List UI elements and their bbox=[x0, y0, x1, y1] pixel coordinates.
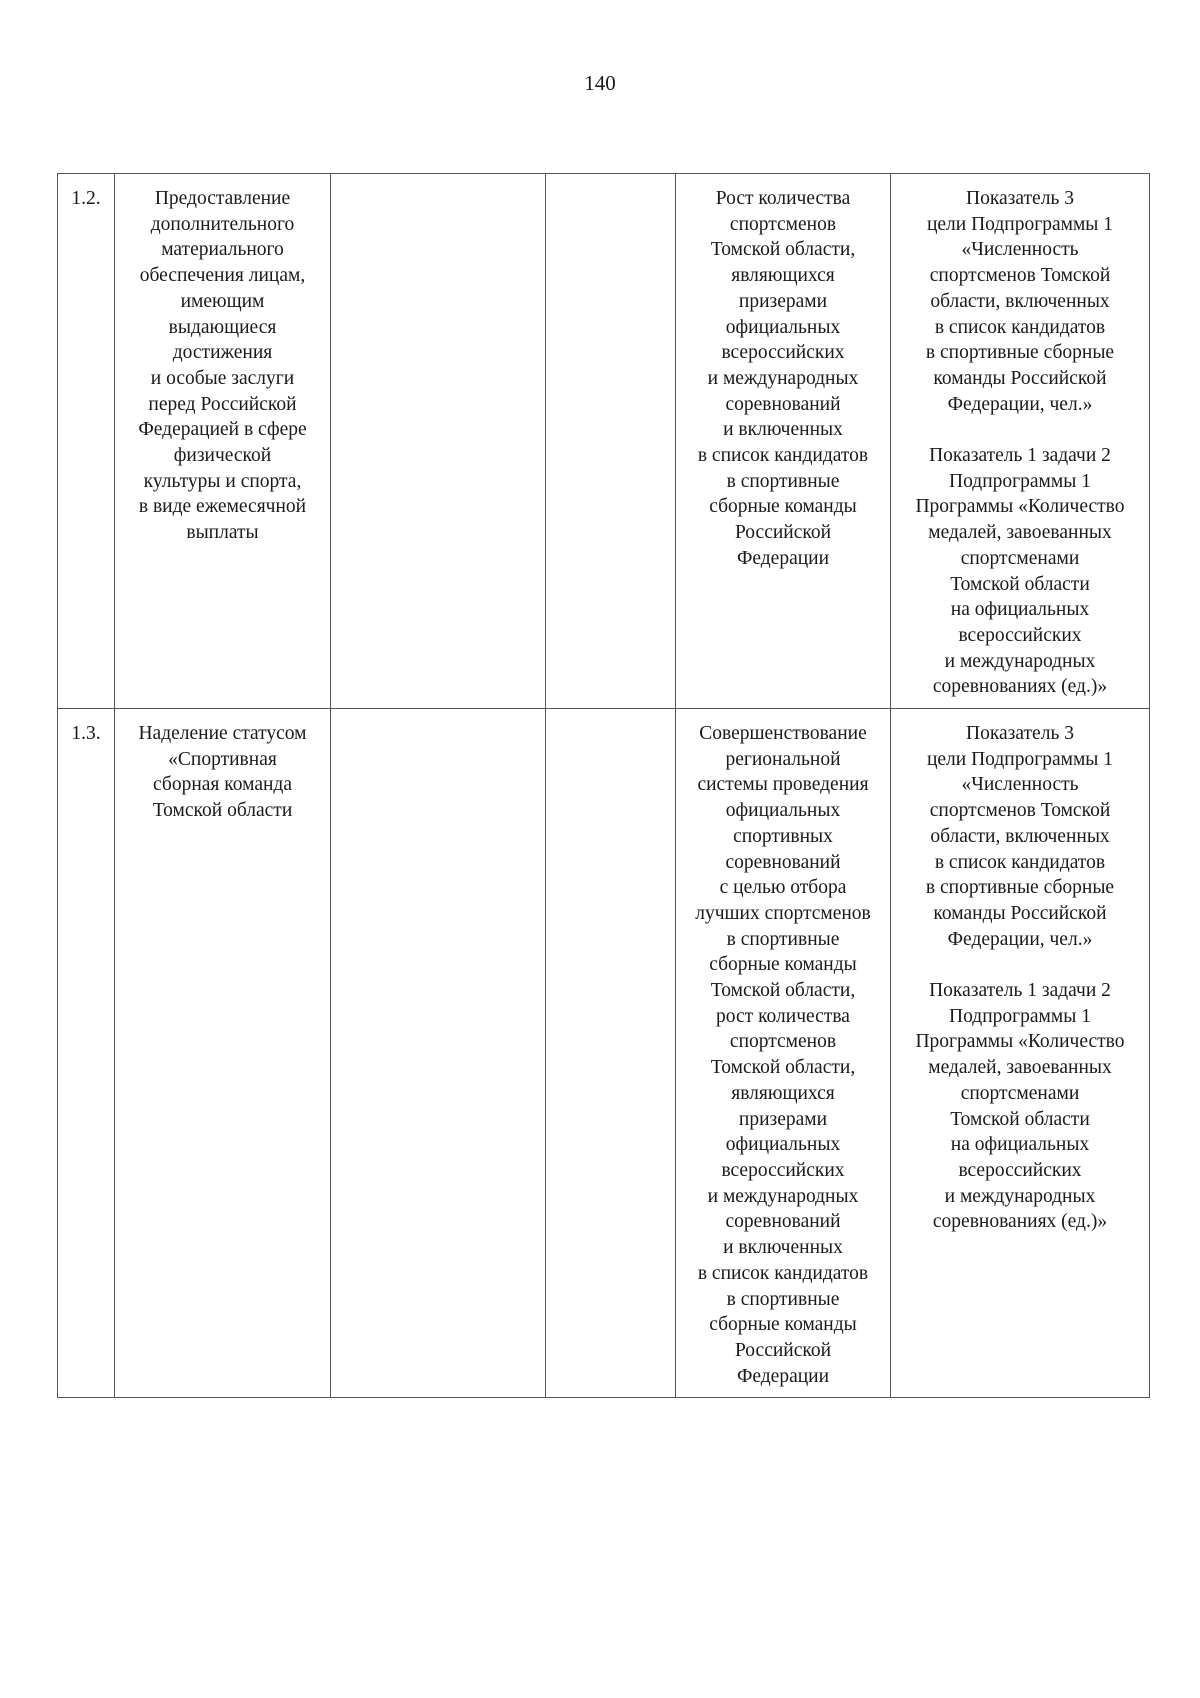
text-line: физической bbox=[173, 445, 272, 467]
text-line: всероссийских bbox=[958, 1159, 1082, 1181]
expected-result-cell bbox=[676, 174, 891, 709]
text-line: Программы «Количество bbox=[915, 1031, 1125, 1053]
text-line: «Спортивная bbox=[168, 748, 277, 770]
text-line: Наделение статусом bbox=[138, 723, 307, 745]
text-line: команды Российской bbox=[933, 367, 1107, 389]
indicator-cell bbox=[891, 709, 1150, 1398]
text-line: и включенных bbox=[723, 1237, 843, 1259]
text-line: Показатель 3 bbox=[966, 188, 1074, 209]
text-line: на официальных bbox=[950, 1134, 1090, 1156]
text-line: официальных bbox=[725, 316, 841, 338]
text-line: спортивных bbox=[733, 825, 833, 847]
text-line: официальных bbox=[725, 800, 841, 822]
row-number-cell: 1.3. bbox=[58, 709, 115, 1398]
text-line: спортсменов bbox=[729, 213, 837, 235]
text-line: Российской bbox=[734, 522, 832, 544]
text-line: и международных bbox=[707, 1185, 859, 1207]
text-line: с целью отбора bbox=[719, 877, 847, 899]
text-line: и международных bbox=[944, 650, 1096, 672]
empty-cell bbox=[331, 174, 546, 709]
text-line: в спортивные bbox=[726, 1288, 840, 1310]
text-line: Федерацией в сфере bbox=[138, 419, 307, 441]
text-line: и включенных bbox=[723, 419, 843, 441]
text-line: обеспечения лицам, bbox=[139, 265, 306, 287]
text-line: Показатель 3 bbox=[966, 723, 1074, 745]
empty-cell bbox=[546, 174, 676, 709]
table-row bbox=[58, 709, 1150, 1398]
text-line: Томской области, bbox=[710, 1057, 856, 1079]
text-line: соревнований bbox=[725, 393, 841, 415]
text-line: спортсменов bbox=[729, 1031, 837, 1053]
text-line: Показатель 1 задачи 2 bbox=[929, 445, 1111, 467]
text-line: в список кандидатов bbox=[697, 1262, 869, 1284]
text-line: перед Российской bbox=[148, 393, 297, 415]
text-line: цели Подпрограммы 1 bbox=[926, 213, 1114, 235]
text-line: культуры и спорта, bbox=[143, 470, 302, 492]
text-line: сборная команда bbox=[153, 774, 292, 796]
text-line: Федерации bbox=[736, 1365, 830, 1387]
text-line: всероссийских bbox=[958, 624, 1082, 646]
text-line: Томской области bbox=[950, 573, 1090, 595]
text-line: соревнований bbox=[725, 1211, 841, 1233]
text-line: материального bbox=[161, 239, 284, 261]
text-line: Показатель 1 задачи 2 bbox=[929, 980, 1111, 1002]
text-line: спортсменов Томской bbox=[929, 800, 1111, 822]
text-line: Предоставление bbox=[154, 188, 291, 209]
text-line: и международных bbox=[707, 367, 859, 389]
measure-title-cell bbox=[115, 709, 331, 1398]
table-row bbox=[58, 174, 1150, 709]
text-line: дополнительного bbox=[150, 213, 295, 235]
text-line: спортсменами bbox=[960, 1082, 1080, 1104]
text-line: официальных bbox=[725, 1134, 841, 1156]
text-line: Томской области bbox=[152, 800, 293, 822]
text-line: имеющим bbox=[180, 290, 265, 312]
text-line: в виде ежемесячной bbox=[138, 496, 307, 518]
text-line: в спортивные сборные bbox=[925, 877, 1115, 899]
text-line: в список кандидатов bbox=[934, 851, 1106, 873]
text-line: соревнованиях (ед.)» bbox=[932, 1211, 1108, 1233]
indicator-block bbox=[894, 978, 1146, 1235]
empty-cell bbox=[546, 709, 676, 1398]
text-line: Российской bbox=[734, 1339, 832, 1361]
indicator-cell bbox=[891, 174, 1150, 709]
text-line: спортсменами bbox=[960, 547, 1080, 569]
measure-title-cell bbox=[115, 174, 331, 709]
measures-table bbox=[57, 173, 1150, 1398]
page-number: 140 bbox=[584, 71, 616, 95]
text-line: области, включенных bbox=[930, 290, 1110, 312]
text-line: Федерации bbox=[736, 547, 830, 569]
text-line: всероссийских bbox=[721, 1160, 845, 1181]
text-line: области, включенных bbox=[930, 825, 1110, 847]
paragraph-gap bbox=[894, 952, 1146, 978]
text-line: Рост количества bbox=[715, 188, 851, 209]
text-line: сборные команды bbox=[709, 496, 857, 518]
text-line: Совершенствование bbox=[699, 723, 867, 745]
text-line: Томской области, bbox=[710, 239, 856, 261]
text-line: всероссийских bbox=[721, 342, 845, 364]
text-line: Подпрограммы 1 bbox=[949, 470, 1091, 492]
text-line: в спортивные сборные bbox=[925, 342, 1115, 364]
text-line: лучших спортсменов bbox=[695, 902, 871, 924]
text-line: сборные команды bbox=[709, 954, 857, 976]
text-line: рост количества bbox=[716, 1005, 850, 1027]
text-line: «Численность bbox=[961, 774, 1079, 796]
text-line: являющихся bbox=[731, 1082, 835, 1104]
text-line: являющихся bbox=[731, 265, 835, 287]
indicator-block bbox=[894, 186, 1146, 417]
text-line: медалей, завоеванных bbox=[928, 1057, 1112, 1079]
text-line: команды Российской bbox=[933, 902, 1107, 924]
text-line: Подпрограммы 1 bbox=[949, 1005, 1091, 1027]
text-line: Федерации, чел.» bbox=[947, 928, 1093, 950]
text-line: и особые заслуги bbox=[150, 367, 295, 389]
text-line: в спортивные bbox=[726, 928, 840, 950]
indicator-block bbox=[894, 443, 1146, 700]
text-line: выплаты bbox=[186, 522, 259, 544]
row-number-cell: 1.2. bbox=[58, 174, 115, 709]
text-line: Федерации, чел.» bbox=[947, 393, 1093, 415]
text-line: цели Подпрограммы 1 bbox=[926, 748, 1114, 770]
indicator-block bbox=[894, 721, 1146, 952]
text-line: достижения bbox=[172, 342, 273, 364]
empty-cell bbox=[331, 709, 546, 1398]
text-line: в спортивные bbox=[726, 470, 840, 492]
text-line: спортсменов Томской bbox=[929, 265, 1111, 287]
text-line: системы проведения bbox=[697, 774, 869, 796]
text-line: Томской области, bbox=[710, 980, 856, 1002]
text-line: соревнованиях (ед.)» bbox=[932, 676, 1108, 698]
expected-result-cell bbox=[676, 709, 891, 1398]
paragraph-gap bbox=[894, 417, 1146, 443]
text-line: и международных bbox=[944, 1185, 1096, 1207]
text-line: выдающиеся bbox=[168, 316, 277, 338]
text-line: сборные команды bbox=[709, 1314, 857, 1336]
text-line: «Численность bbox=[961, 239, 1079, 261]
text-line: медалей, завоеванных bbox=[928, 522, 1112, 544]
text-line: Программы «Количество bbox=[915, 496, 1125, 518]
text-line: призерами bbox=[738, 290, 828, 312]
text-line: соревнований bbox=[725, 851, 841, 873]
text-line: в список кандидатов bbox=[697, 445, 869, 467]
text-line: Томской области bbox=[950, 1108, 1090, 1130]
text-line: на официальных bbox=[950, 599, 1090, 621]
text-line: региональной bbox=[725, 748, 841, 770]
text-line: в список кандидатов bbox=[934, 316, 1106, 338]
text-line: призерами bbox=[738, 1108, 828, 1130]
